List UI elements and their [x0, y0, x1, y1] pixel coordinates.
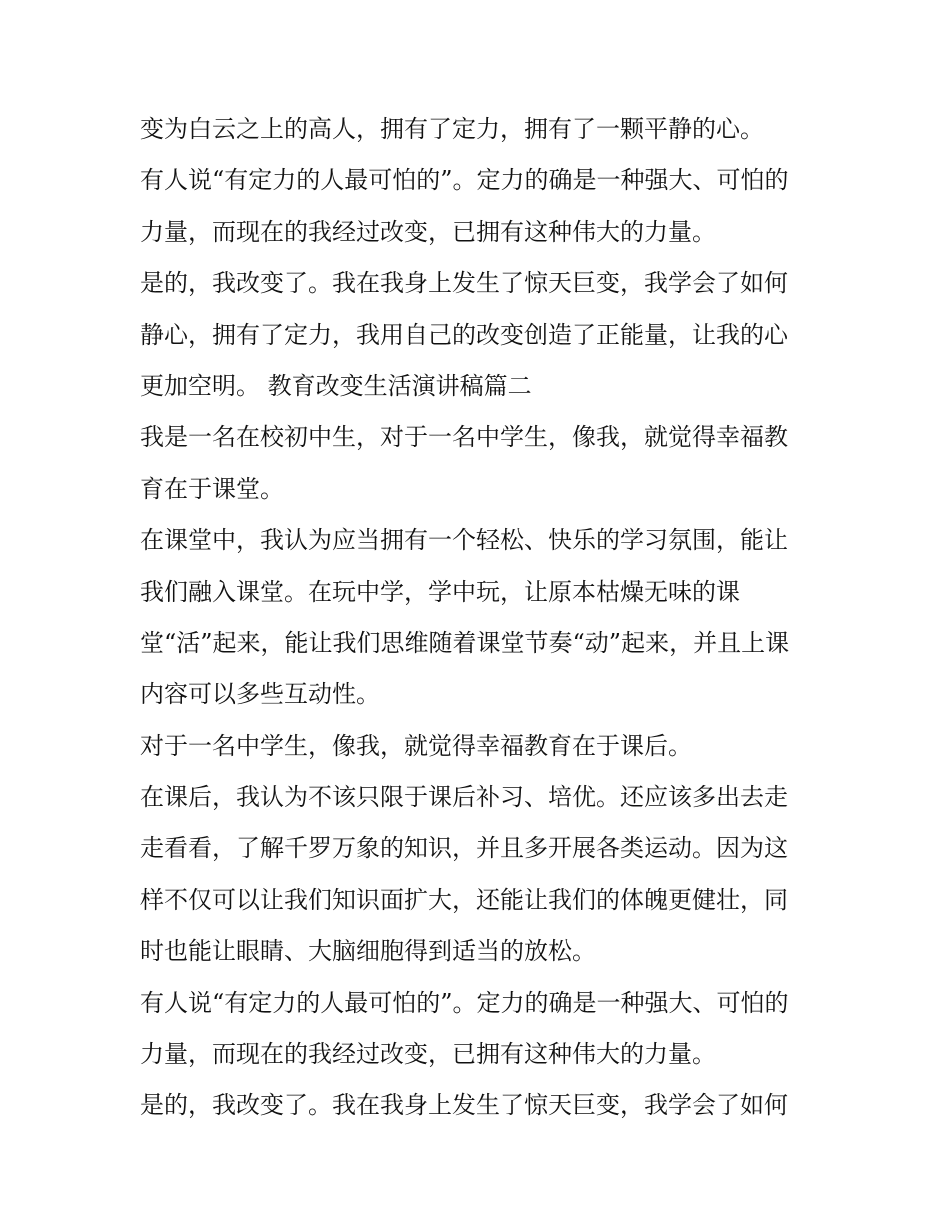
text-line: 变为白云之上的高人，拥有了定力，拥有了一颗平静的心。 — [140, 115, 764, 143]
text-line: 更加空明。 教育改变生活演讲稿篇二 — [140, 371, 532, 400]
text-line: 静心，拥有了定力，我用自己的改变创造了正能量，让我的心 — [140, 320, 788, 349]
text-line: 我是一名在校初中生，对于一名中学生，像我，就觉得幸福教 — [140, 423, 788, 452]
text-line: 是的，我改变了。我在我身上发生了惊天巨变，我学会了如何 — [140, 269, 788, 298]
text-line: 是的，我改变了。我在我身上发生了惊天巨变，我学会了如何 — [140, 1091, 788, 1120]
document-body — [140, 104, 830, 1132]
text-line: 育在于课堂。 — [140, 474, 284, 503]
text-line: 有人说“有定力的人最可怕的”。定力的确是一种强大、可怕的 — [140, 988, 789, 1017]
text-line: 对于一名中学生，像我，就觉得幸福教育在于课后。 — [140, 731, 692, 760]
text-line: 走看看，了解千罗万象的知识，并且多开展各类运动。因为这 — [140, 834, 788, 863]
text-line: 在课堂中，我认为应当拥有一个轻松、快乐的学习氛围，能让 — [140, 526, 788, 555]
text-line: 堂“活”起来，能让我们思维随着课堂节奏“动”起来，并且上课 — [140, 628, 790, 657]
text-line: 样不仅可以让我们知识面扩大，还能让我们的体魄更健壮，同 — [140, 885, 788, 914]
text-line: 时也能让眼睛、大脑细胞得到适当的放松。 — [140, 937, 596, 966]
text-line: 有人说“有定力的人最可怕的”。定力的确是一种强大、可怕的 — [140, 166, 789, 195]
text-line: 力量，而现在的我经过改变，已拥有这种伟大的力量。 — [140, 217, 716, 246]
text-line: 力量，而现在的我经过改变，已拥有这种伟大的力量。 — [140, 1040, 716, 1069]
text-line: 内容可以多些互动性。 — [140, 680, 380, 709]
text-line: 我们融入课堂。在玩中学，学中玩，让原本枯燥无味的课 — [140, 577, 740, 606]
text-line: 在课后，我认为不该只限于课后补习、培优。还应该多出去走 — [140, 783, 788, 812]
